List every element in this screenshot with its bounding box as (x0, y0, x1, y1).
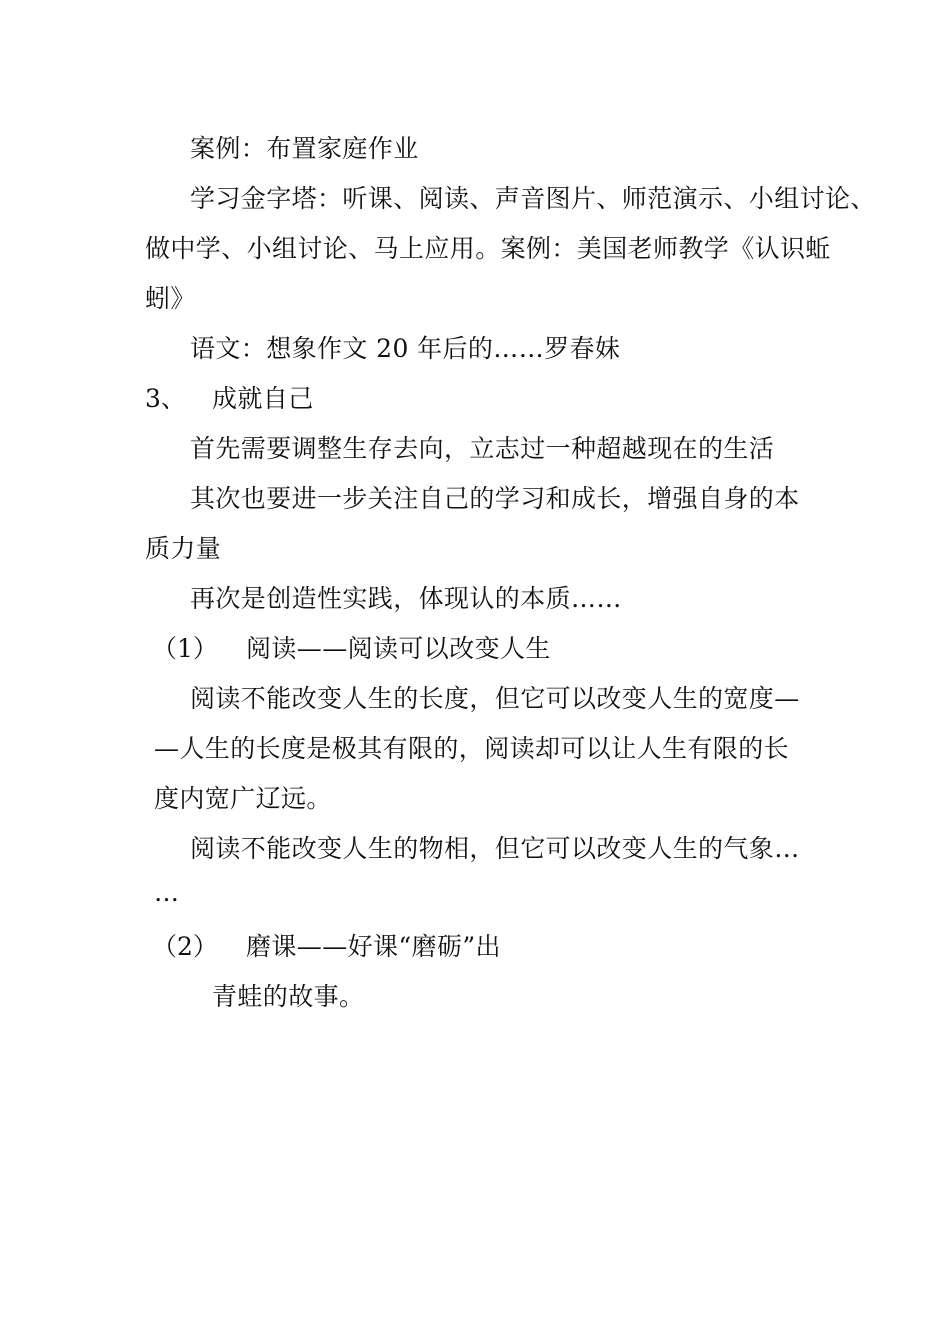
paragraph-frog-story: 青蛙的故事。 (212, 982, 365, 1011)
subsection-2-heading: 磨课——好课“磨砺”出 (246, 932, 501, 961)
subsection-2-number: （2） (152, 932, 218, 961)
paragraph-second-line2: 质力量 (145, 534, 222, 563)
paragraph-chinese-essay: 语文：想象作文 20 年后的……罗春妹 (190, 334, 621, 363)
paragraph-pyramid-line3: 蚓》 (145, 284, 196, 313)
paragraph-reading-width-line3: 度内宽广辽远。 (154, 784, 332, 813)
subsection-1-heading: 阅读——阅读可以改变人生 (246, 634, 551, 663)
paragraph-reading-aura-line2: … (154, 878, 180, 907)
section-heading: 成就自己 (212, 384, 314, 413)
paragraph-pyramid-line2: 做中学、小组讨论、马上应用。案例：美国老师教学《认识蚯 (145, 234, 831, 263)
paragraph-homework-case: 案例：布置家庭作业 (190, 134, 419, 163)
section-number: 3、 (145, 384, 186, 413)
paragraph-pyramid-line1: 学习金字塔：听课、阅读、声音图片、师范演示、小组讨论、 (190, 184, 876, 213)
subsection-1-number: （1） (152, 634, 218, 663)
paragraph-reading-width-line2: —人生的长度是极其有限的，阅读却可以让人生有限的长 (154, 734, 790, 763)
paragraph-reading-width-line1: 阅读不能改变人生的长度，但它可以改变人生的宽度— (190, 684, 800, 713)
paragraph-third: 再次是创造性实践，体现认的本质…… (190, 584, 622, 613)
paragraph-second-line1: 其次也要进一步关注自己的学习和成长，增强自身的本 (190, 484, 800, 513)
paragraph-first: 首先需要调整生存去向，立志过一种超越现在的生活 (190, 434, 775, 463)
paragraph-reading-aura-line1: 阅读不能改变人生的物相，但它可以改变人生的气象… (190, 834, 800, 863)
